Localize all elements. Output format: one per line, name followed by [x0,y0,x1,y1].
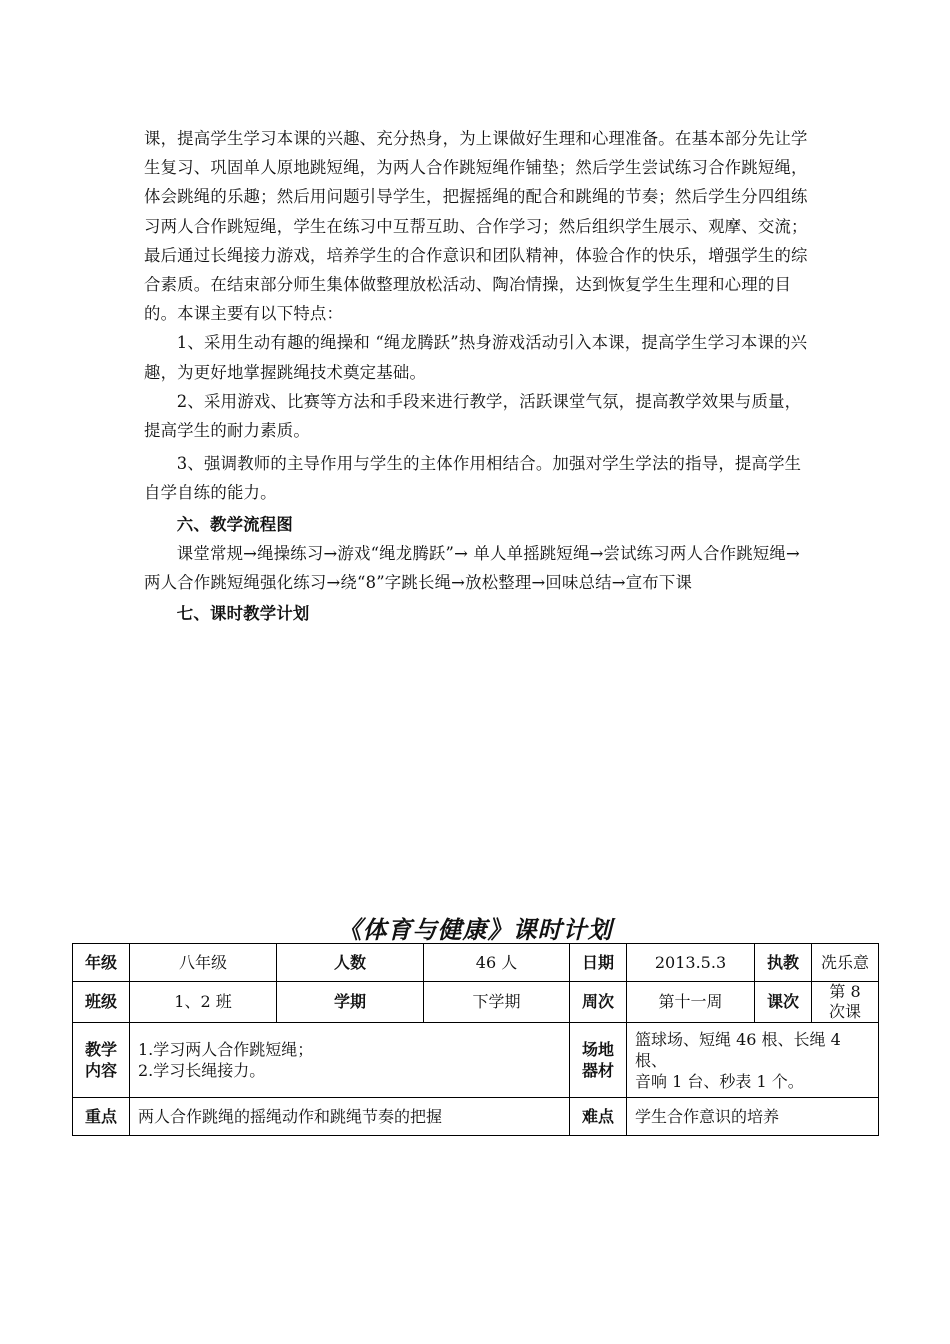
key-label: 重点 [73,1098,130,1136]
class-label: 班级 [73,982,130,1023]
content-line-1: 1.学习两人合作跳短绳； [138,1040,314,1059]
teacher-label: 执教 [755,944,812,982]
difficulty-value: 学生合作意识的培养 [627,1098,879,1136]
table-row [73,982,879,1023]
venue-line-2: 音响 1 台、秒表 1 个。 [635,1071,804,1091]
lesson-value: 第 8 次课 [812,982,879,1023]
term-label: 学期 [277,982,424,1023]
feature-1: 1、采用生动有趣的绳操和 “绳龙腾跃”热身游戏活动引入本课，提高学生学习本课的兴趣，为更好地掌握跳绳技术奠定基础。 [144,333,808,382]
venue-line-1: 篮球场、短绳 46 根、长绳 4 根、 [635,1029,841,1070]
date-value: 2013.5.3 [627,944,755,982]
content-line-2: 2.学习长绳接力。 [138,1061,266,1080]
paragraph-intro: 课，提高学生学习本课的兴趣、充分热身，为上课做好生理和心理准备。在基本部分先让学生复习、巩固单人原地跳短绳，为两人合作跳短绳作铺垫；然后学生尝试练习合作跳短绳，体会跳绳的乐趣；然后用问题引导学生，把握摇绳的配合和跳绳的节奏；然后学生分四组练习两人合作跳短绳，学生在练习中互帮互助、合作学习；然后组织学生展示、观摩、交流；最后通过长绳接力游戏，培养学生的合作意识和团队精神，体验合作的快乐，增强学生的综合素质。在结束部分师生集体做整理放松活动、陶冶情操，达到恢复学生生理和心理的目的。本课主要有以下特点： [144,129,808,324]
difficulty-label: 难点 [570,1098,627,1136]
section-heading-plan: 七、课时教学计划 [176,604,310,624]
body-text [144,124,814,628]
venue-value [627,1023,879,1098]
lesson-plan-table [72,943,879,1136]
venue-label-line-1: 场地 [581,1040,614,1059]
feature-3: 3、强调教师的主导作用与学生的主体作用相结合。加强对学生学法的指导，提高学生自学自练的能力。 [144,454,802,503]
table-row [73,944,879,982]
week-label: 周次 [570,982,627,1023]
flow-text: 课堂常规→绳操练习→游戏“绳龙腾跃”→ 单人单摇跳短绳→尝试练习两人合作跳短绳→两人合作跳短绳强化练习→绕“8”字跳长绳→放松整理→回味总结→宣布下课 [144,543,800,593]
class-value: 1、2 班 [130,982,277,1023]
week-value: 第十一周 [627,982,755,1023]
table-row [73,1098,879,1136]
table-row [73,1023,879,1098]
count-label: 人数 [277,944,424,982]
key-value: 两人合作跳绳的摇绳动作和跳绳节奏的把握 [130,1098,570,1136]
section-heading-flowchart: 六、教学流程图 [176,514,293,534]
date-label: 日期 [570,944,627,982]
content-label [73,1023,130,1098]
teacher-value: 冼乐意 [812,944,879,982]
venue-label [570,1023,627,1098]
count-value: 46 人 [424,944,570,982]
content-value [130,1023,570,1098]
content-label-line-1: 教学 [84,1040,117,1059]
lesson-plan-title: 《体育与健康》课时计划 [337,915,613,944]
term-value: 下学期 [424,982,570,1023]
grade-label: 年级 [73,944,130,982]
feature-2: 2、采用游戏、比赛等方法和手段来进行教学，活跃课堂气氛，提高教学效果与质量，提高学生的耐力素质。 [144,391,802,441]
content-label-line-2: 内容 [84,1061,117,1080]
grade-value: 八年级 [130,944,277,982]
lesson-label: 课次 [755,982,812,1023]
venue-label-line-2: 器材 [581,1061,614,1080]
